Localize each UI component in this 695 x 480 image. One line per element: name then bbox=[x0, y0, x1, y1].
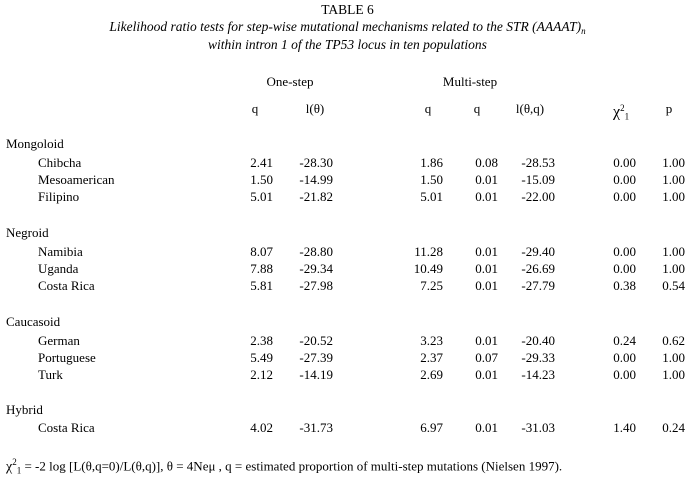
population-name: German bbox=[38, 333, 80, 348]
cell-l1: -20.52 bbox=[299, 333, 333, 348]
cell-p: 0.54 bbox=[662, 278, 685, 293]
cell-q1: 5.01 bbox=[250, 189, 273, 204]
population-name: Costa Rica bbox=[38, 278, 95, 293]
header-q-multi-step: q bbox=[424, 101, 432, 116]
cell-q2: 2.69 bbox=[420, 367, 443, 382]
footnote-chi-sub: 1 bbox=[16, 465, 22, 476]
cell-q3: 0.01 bbox=[475, 261, 498, 276]
cell-q3: 0.01 bbox=[475, 420, 498, 435]
population-name: Chibcha bbox=[38, 155, 82, 170]
cell-q2: 1.50 bbox=[420, 172, 443, 187]
cell-p: 1.00 bbox=[662, 189, 685, 204]
cell-chi: 0.00 bbox=[613, 261, 636, 276]
cell-q1: 2.12 bbox=[250, 367, 273, 382]
cell-q3: 0.01 bbox=[475, 172, 498, 187]
cell-chi: 0.00 bbox=[613, 367, 636, 382]
cell-chi: 1.40 bbox=[613, 420, 636, 435]
header-l-theta-q: l(θ,q) bbox=[515, 101, 545, 116]
cell-q3: 0.01 bbox=[475, 244, 498, 259]
cell-q2: 7.25 bbox=[420, 278, 443, 293]
group-label: Caucasoid bbox=[6, 314, 61, 329]
cell-q1: 2.38 bbox=[250, 333, 273, 348]
cell-chi: 0.00 bbox=[613, 155, 636, 170]
cell-chi: 0.00 bbox=[613, 189, 636, 204]
cell-chi: 0.00 bbox=[613, 172, 636, 187]
cell-l2: -14.23 bbox=[521, 367, 555, 382]
header-chi-square bbox=[613, 98, 629, 126]
footnote-chi: χ bbox=[6, 459, 13, 475]
cell-q2: 11.28 bbox=[414, 244, 443, 259]
cell-q1: 5.49 bbox=[250, 350, 273, 365]
caption-line-1 bbox=[0, 19, 695, 36]
cell-p: 1.00 bbox=[662, 172, 685, 187]
header-q-one-step: q bbox=[251, 101, 259, 116]
cell-p: 1.00 bbox=[662, 244, 685, 259]
chi-sub: 1 bbox=[624, 111, 630, 122]
cell-l1: -29.34 bbox=[299, 261, 333, 276]
cell-l1: -27.39 bbox=[299, 350, 333, 365]
cell-p: 1.00 bbox=[662, 350, 685, 365]
caption-line-1-text: Likelihood ratio tests for step-wise mutational mechanisms related to the STR (AAAAT) bbox=[109, 19, 582, 34]
population-name: Turk bbox=[38, 367, 63, 382]
cell-l2: -20.40 bbox=[521, 333, 555, 348]
cell-l2: -28.53 bbox=[521, 155, 555, 170]
header-l-theta: l(θ) bbox=[305, 101, 325, 116]
cell-q2: 1.86 bbox=[420, 155, 443, 170]
header-p: p bbox=[665, 101, 673, 116]
population-name: Mesoamerican bbox=[38, 172, 115, 187]
cell-l1: -28.80 bbox=[299, 244, 333, 259]
table-label: TABLE 6 bbox=[321, 2, 374, 17]
cell-q2: 6.97 bbox=[420, 420, 443, 435]
chi-sup: 2 bbox=[620, 103, 625, 113]
population-name: Filipino bbox=[38, 189, 80, 204]
group-label: Hybrid bbox=[6, 402, 43, 417]
cell-q3: 0.01 bbox=[475, 189, 498, 204]
cell-q1: 7.88 bbox=[250, 261, 273, 276]
cell-l1: -21.82 bbox=[299, 189, 333, 204]
population-name: Namibia bbox=[38, 244, 83, 259]
cell-q3: 0.01 bbox=[475, 333, 498, 348]
cell-q3: 0.01 bbox=[475, 278, 498, 293]
cell-p: 0.24 bbox=[662, 420, 685, 435]
footnote-text: = -2 log [L(θ,q=0)/L(θ,q)], θ = 4Neμ , q = estimated proportion of multi-step mutations (Nielsen 1997). bbox=[21, 458, 563, 474]
cell-q1: 2.41 bbox=[250, 155, 273, 170]
cell-p: 1.00 bbox=[662, 367, 685, 382]
cell-p: 0.62 bbox=[662, 333, 685, 348]
cell-q2: 10.49 bbox=[413, 261, 443, 276]
cell-q2: 3.23 bbox=[420, 333, 443, 348]
cell-l2: -29.40 bbox=[521, 244, 555, 259]
cell-chi: 0.38 bbox=[613, 278, 636, 293]
population-name: Portuguese bbox=[38, 350, 96, 365]
group-label: Mongoloid bbox=[6, 136, 64, 151]
cell-l1: -14.99 bbox=[299, 172, 333, 187]
cell-chi: 0.00 bbox=[613, 244, 636, 259]
caption-line-2: within intron 1 of the TP53 locus in ten populations bbox=[208, 37, 487, 52]
cell-p: 1.00 bbox=[662, 155, 685, 170]
cell-l2: -26.69 bbox=[521, 261, 555, 276]
cell-l1: -27.98 bbox=[299, 278, 333, 293]
cell-q2: 2.37 bbox=[420, 350, 443, 365]
population-name: Uganda bbox=[38, 261, 79, 276]
cell-q1: 1.50 bbox=[250, 172, 273, 187]
population-name: Costa Rica bbox=[38, 420, 95, 435]
cell-l2: -27.79 bbox=[521, 278, 555, 293]
cell-q2: 5.01 bbox=[420, 189, 443, 204]
cell-q1: 8.07 bbox=[250, 244, 273, 259]
header-one-step: One-step bbox=[266, 74, 314, 89]
caption-subscript: n bbox=[581, 26, 586, 36]
cell-p: 1.00 bbox=[662, 261, 685, 276]
cell-chi: 0.00 bbox=[613, 350, 636, 365]
header-multi-step: Multi-step bbox=[442, 74, 498, 89]
cell-l2: -29.33 bbox=[521, 350, 555, 365]
cell-l2: -22.00 bbox=[521, 189, 555, 204]
cell-q3: 0.08 bbox=[475, 155, 498, 170]
cell-q1: 4.02 bbox=[250, 420, 273, 435]
cell-l2: -31.03 bbox=[521, 420, 555, 435]
chi-symbol: χ bbox=[613, 103, 621, 121]
cell-q3: 0.07 bbox=[475, 350, 498, 365]
cell-q3: 0.01 bbox=[475, 367, 498, 382]
group-label: Negroid bbox=[6, 225, 49, 240]
cell-l2: -15.09 bbox=[521, 172, 555, 187]
cell-l1: -28.30 bbox=[299, 155, 333, 170]
cell-chi: 0.24 bbox=[613, 333, 636, 348]
footnote-chi-sup: 2 bbox=[12, 457, 17, 467]
cell-q1: 5.81 bbox=[250, 278, 273, 293]
header-q-proportion: q bbox=[473, 101, 481, 116]
footnote bbox=[6, 457, 562, 475]
cell-l1: -14.19 bbox=[299, 367, 333, 382]
cell-l1: -31.73 bbox=[299, 420, 333, 435]
